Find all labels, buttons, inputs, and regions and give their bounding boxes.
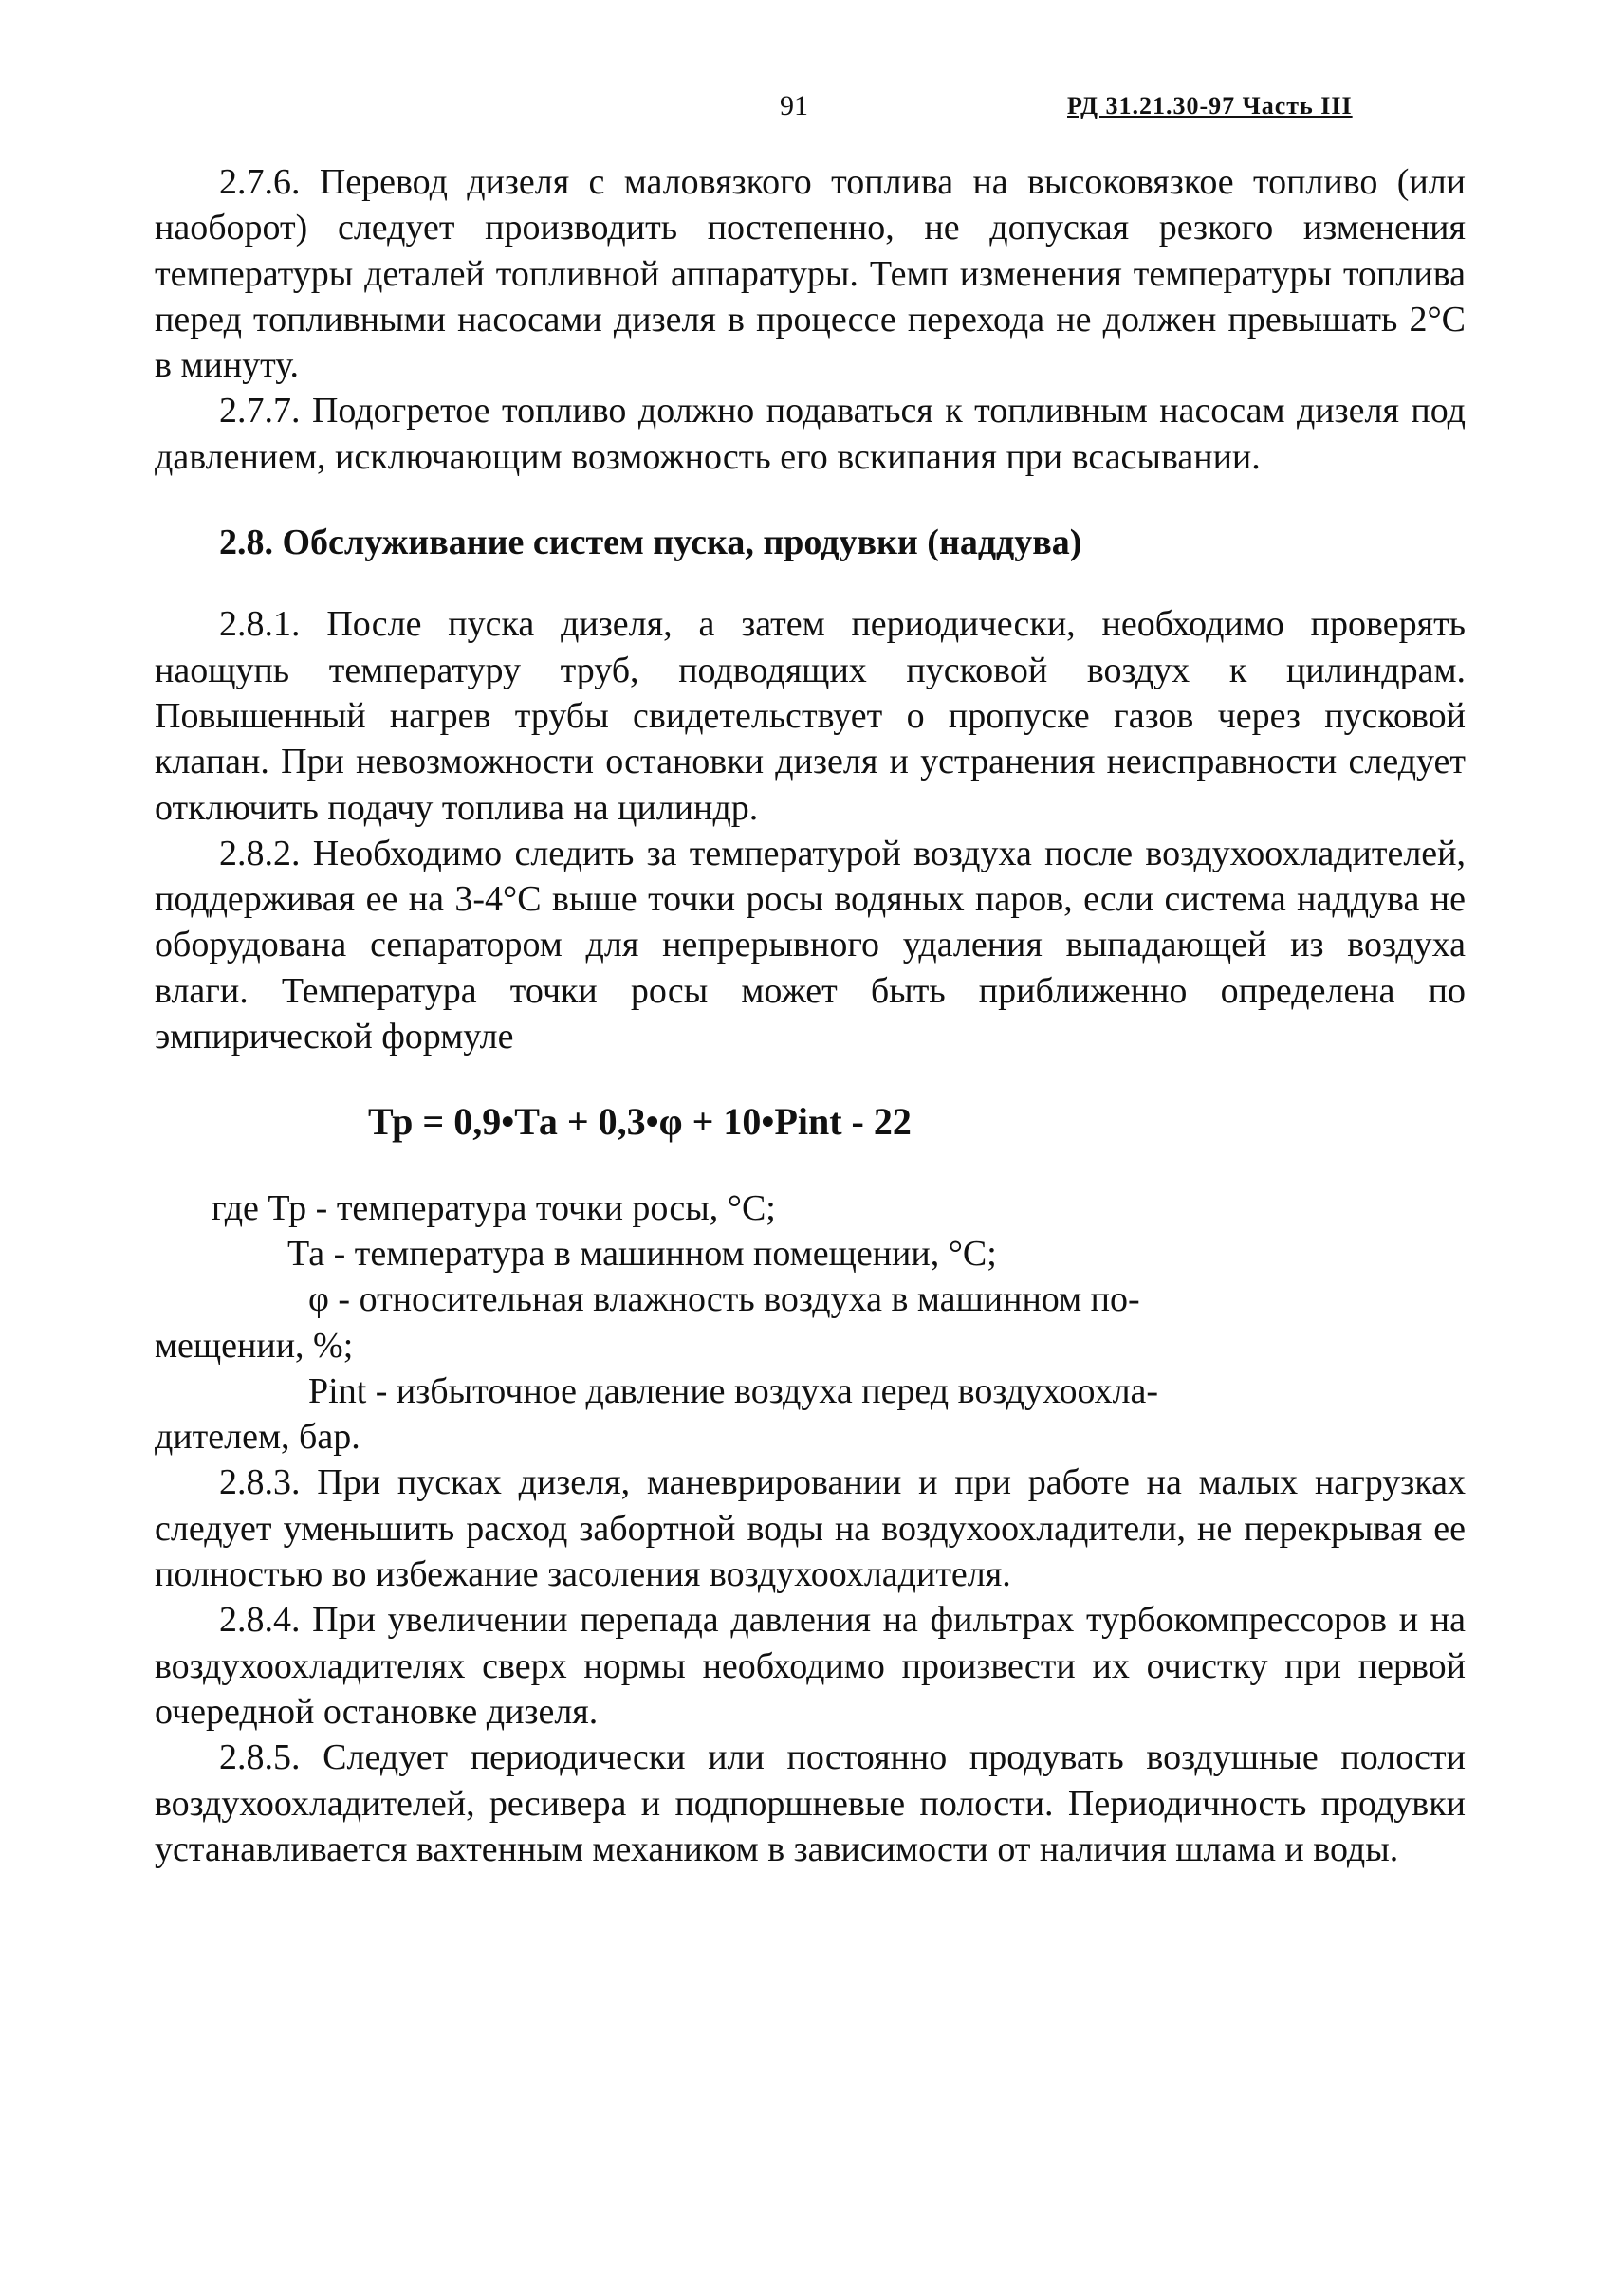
dew-point-formula: Тр = 0,9•Та + 0,3•φ + 10•Pint - 22 (368, 1100, 912, 1144)
paragraph-2-8-2: 2.8.2. Необходимо следить за температурой воздуха после воздухоохладителей, поддерживая ее на 3-4°С выше точки росы водяных паров, если система наддува не оборудована сепаратором для непрерывного удаления выпадающей из воздуха влаги. Температура точки росы может быть приближенно определена по эмпирической формуле (155, 833, 1466, 1057)
legend-phi-continued: мещении, %; (155, 1325, 354, 1366)
page-header (0, 90, 1624, 128)
legend-pint: Pint - избыточное давление воздуха перед воздухоохла- (308, 1370, 1159, 1411)
legend-phi: φ - относительная влажность воздуха в машинном по- (308, 1279, 1140, 1320)
legend-tp: где Тр - температура точки росы, °С; (212, 1187, 776, 1228)
page-body (155, 159, 1466, 1872)
paragraph-2-7-7: 2.7.7. Подогретое топливо должно подаваться к топливным насосам дизеля под давлением, исключающим возможность его вскипания при всасывании. (155, 391, 1466, 477)
paragraph-2-8-1: 2.8.1. После пуска дизеля, а затем периодически, необходимо проверять наощупь температуру труб, подводящих пусковой воздух к цилиндрам. Повышенный нагрев трубы свидетельствует о пропуске газов через пусковой клапан. При невозможности остановки дизеля и устранения неисправности следует отключить подачу топлива на цилиндр. (155, 604, 1466, 828)
page-number: 91 (780, 90, 808, 121)
formula-legend (155, 1185, 1466, 1460)
paragraph-2-8-4: 2.8.4. При увеличении перепада давления на фильтрах турбокомпрессоров и на воздухоохладителях сверх нормы необходимо произвести их очистку при первой очередной остановке дизеля. (155, 1600, 1466, 1732)
legend-pint-continued: дителем, бар. (155, 1417, 360, 1458)
legend-ta: Та - температура в машинном помещении, °С; (287, 1233, 997, 1274)
paragraph-2-7-6: 2.7.6. Перевод дизеля с маловязкого топлива на высоковязкое топливо (или наоборот) следует производить постепенно, не допуская резкого изменения температуры деталей топливной аппаратуры. Темп изменения температуры топлива перед топливными насосами дизеля в процессе перехода не должен превышать 2°С в минуту. (155, 162, 1466, 386)
section-heading-2-8: 2.8. Обслуживание систем пуска, продувки (наддува) (219, 523, 1082, 563)
paragraph-2-8-3: 2.8.3. При пусках дизеля, маневрировании и при работе на малых нагрузках следует уменьшить расход забортной воды на воздухоохладители, не перекрывая ее полностью во избежание засоления воздухоохладителя. (155, 1462, 1466, 1595)
paragraph-2-8-5: 2.8.5. Следует периодически или постоянно продувать воздушные полости воздухоохладителей, ресивера и подпоршневые полости. Периодичность продувки устанавливается вахтенным механиком в зависимости от наличия шлама и воды. (155, 1737, 1466, 1869)
document-code: РД 31.21.30-97 Часть III (1067, 92, 1353, 119)
